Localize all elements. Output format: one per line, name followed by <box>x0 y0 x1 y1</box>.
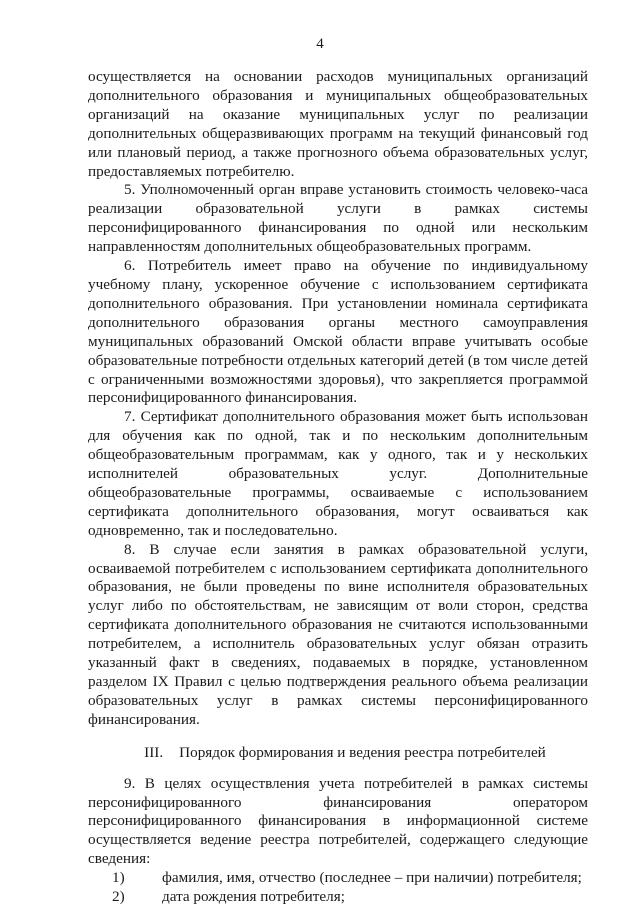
paragraph-7: 7. Сертификат дополнительного образования может быть использован для обучения как по одной, так и по нескольким дополнительным общеобразовательным программам, как у одного, так и у нескольких исполнителей образовательных услуг. Дополнительные общеобразовательные программы, осваиваемые с использованием сертификата дополнительного образования, могут осваиваться как одновременно, так и последовательно. <box>88 408 588 539</box>
list-item-text: дата рождения потребителя; <box>162 888 345 906</box>
paragraph-9: 9. В целях осуществления учета потребителей в рамках системы персонифицированного финансирования оператором персонифицированного финансирования в информационной системе осуществляется ведение реестра потребителей, содержащего следующие сведения: <box>88 774 588 868</box>
paragraph-continuation: осуществляется на основании расходов муниципальных организаций дополнительного образования и муниципальных общеобразовательных организаций на оказание муниципальных услуг по реализации дополнительных общеразвивающих программ на текущий финансовый год или плановый период, а также прогнозного объема образовательных услуг, предоставляемых потребителю. <box>88 68 588 180</box>
paragraph-5: 5. Уполномоченный орган вправе установить стоимость человеко-часа реализации образовательной услуги в рамках системы персонифицированного финансирования по одной или нескольким направленностям дополнительных общеобразовательных программ. <box>88 181 588 256</box>
section-heading <box>88 744 588 763</box>
section-numeral: III. <box>144 743 164 761</box>
section-title: Порядок формирования и ведения реестра потребителей <box>179 743 546 761</box>
list-item-number: 2) <box>112 888 125 906</box>
paragraph-8: 8. В случае если занятия в рамках образовательной услуги, осваиваемой потребителем с использованием сертификата дополнительного образования, не были проведены по вине исполнителя образовательных услуг либо по обстоятельствам, не зависящим от воли сторон, средства сертификата дополнительного образования не считаются использованными потребителем, а исполнитель образовательных услуг обязан отразить указанный факт в сведениях, подаваемых в порядке, установленном разделом IX Правил с целью подтверждения реального объема реализации образовательных услуг в рамках системы персонифицированного финансирования. <box>88 540 588 728</box>
list-item <box>88 888 588 907</box>
list-item-text: фамилия, имя, отчество (последнее – при наличии) потребителя; <box>162 869 582 887</box>
document-body <box>88 68 588 907</box>
paragraph-6: 6. Потребитель имеет право на обучение по индивидуальному учебному плану, ускоренное обучение с использованием сертификата дополнительного образования. При установлении номинала сертификата дополнительного образования органы местного самоуправления муниципальных образований Омской области вправе учитывать особые образовательные потребности отдельных категорий детей (в том числе детей с ограниченными возможностями здоровья), что закрепляется программой персонифицированного финансирования. <box>88 257 588 407</box>
list-item <box>88 869 588 888</box>
list-item-number: 1) <box>112 869 125 887</box>
page-number: 4 <box>316 36 324 52</box>
